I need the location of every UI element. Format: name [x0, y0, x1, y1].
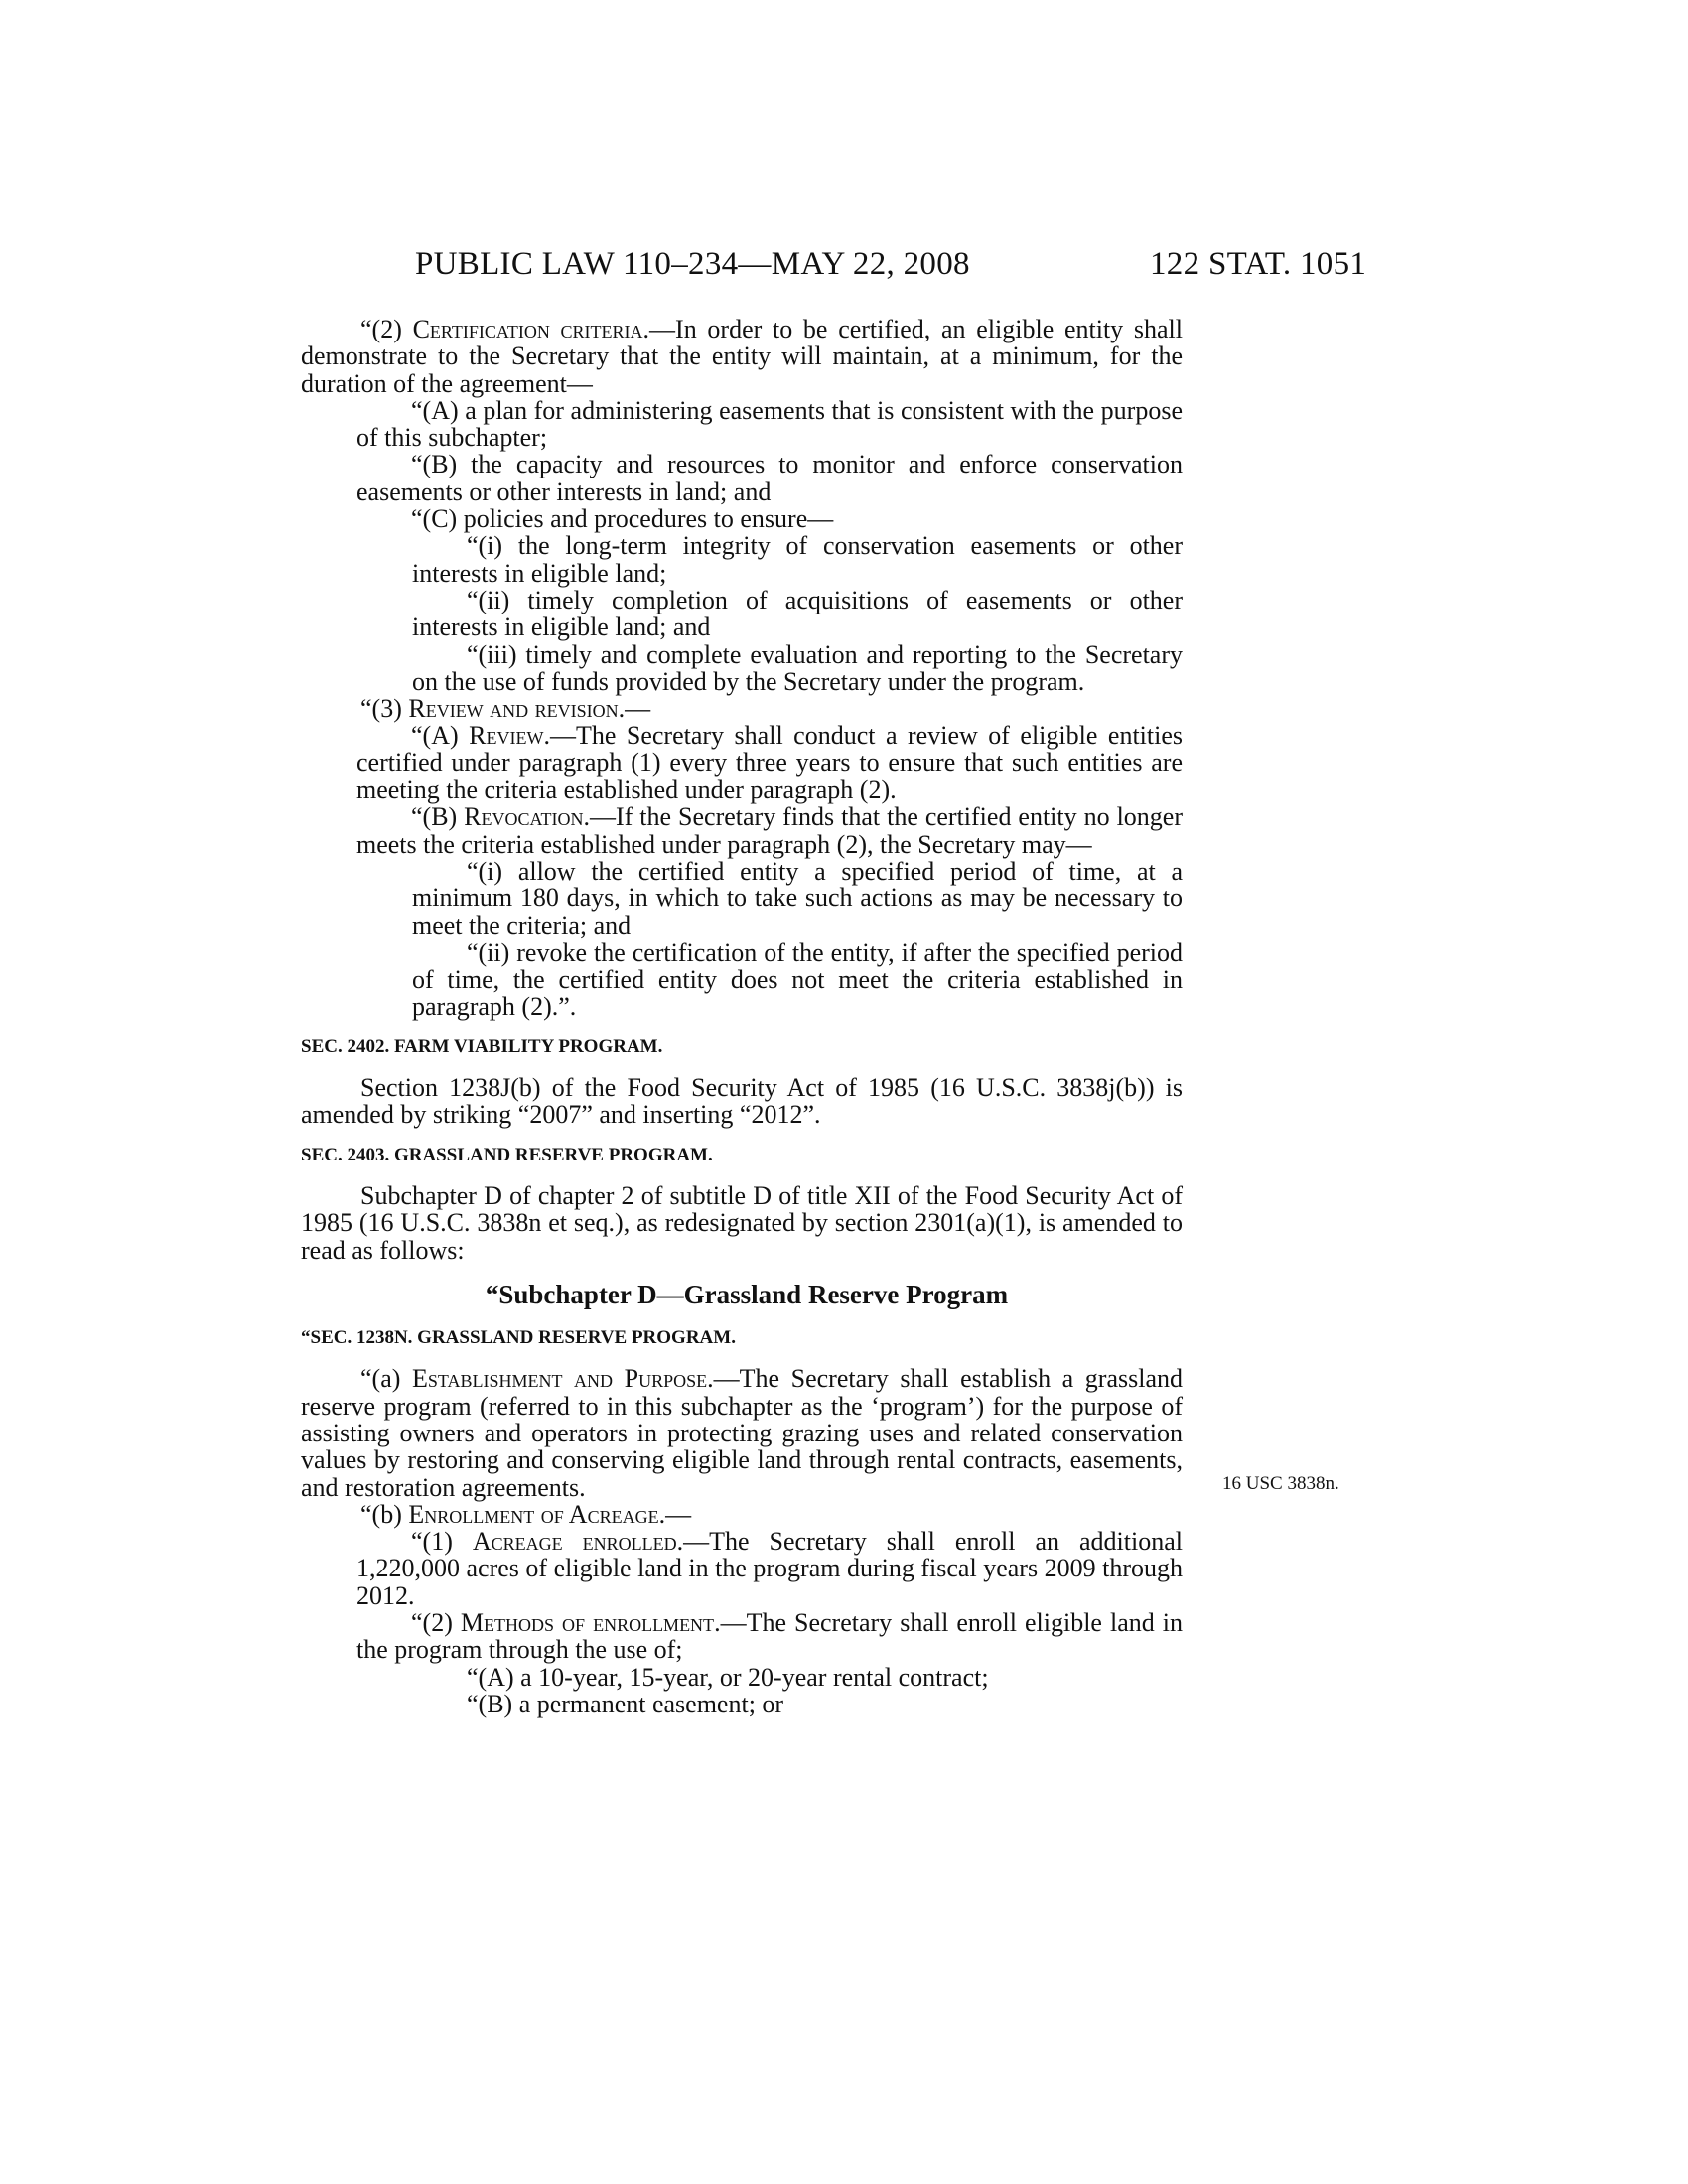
paragraph-heading: Review and revision: [408, 694, 619, 724]
paragraph-text: .—In order to be certified, an eligible entity shall demonstrate to the Secretary that the entity will maintain, at a minimum, for the duration of the agreement—: [301, 315, 1184, 398]
paragraph-heading: Establishment and Purpose: [412, 1364, 708, 1394]
paragraph-certification-criteria: [301, 316, 1183, 397]
subparagraph-revocation: [301, 803, 1183, 858]
clause-iii: “(iii) timely and complete evaluation and reporting to the Secretary on the use of funds provided by the Secretary under the program.: [412, 639, 1183, 696]
subchapter-heading: “Subchapter D—Grassland Reserve Program: [485, 1279, 1009, 1309]
paragraph-heading: Revocation: [464, 802, 584, 832]
subparagraph-rental-contract: “(A) a 10-year, 15-year, or 20-year rental contract;: [467, 1662, 989, 1692]
subsection-establishment: [301, 1365, 1183, 1500]
paragraph-acreage-enrolled: [301, 1528, 1183, 1609]
paragraph-text: .—: [658, 1499, 692, 1529]
subparagraph-b: “(B) the capacity and resources to monitor and enforce conservation easements or other interests in land; and: [356, 450, 1183, 506]
paragraph-text: .—The Secretary shall enroll eligible land in the program through the use of;: [356, 1608, 1184, 1665]
paragraph-number: “(a): [360, 1364, 412, 1394]
subsection-enrollment: [301, 1501, 1183, 1528]
paragraph-text: .—The Secretary shall conduct a review of eligible entities certified under paragraph (1) every three years to ensure that such entities are meeting the criteria established under paragraph (2).: [356, 721, 1183, 805]
paragraph-number: “(3): [360, 694, 409, 724]
subparagraph-c: “(C) policies and procedures to ensure—: [411, 504, 834, 534]
subparagraph-permanent-easement: “(B) a permanent easement; or: [467, 1689, 784, 1718]
clause-i: “(i) the long-term integrity of conservation easements or other interests in eligible land;: [412, 531, 1183, 588]
paragraph-number: “(1): [411, 1527, 473, 1557]
paragraph-review-and-revision: [301, 695, 1183, 722]
section-heading-2402: SEC. 2402. FARM VIABILITY PROGRAM.: [301, 1035, 663, 1057]
paragraph-heading: Methods of enrollment: [460, 1608, 715, 1638]
margin-citation: 16 USC 3838n.: [1222, 1473, 1339, 1494]
section-heading-2403: SEC. 2403. GRASSLAND RESERVE PROGRAM.: [301, 1144, 713, 1165]
paragraph-number: “(2): [360, 315, 413, 343]
statute-text: [301, 316, 1183, 1717]
clause-ii: “(ii) timely completion of acquisitions of easements or other interests in eligible land; and: [412, 585, 1183, 642]
paragraph-text: .—If the Secretary finds that the certified entity no longer meets the criteria established under paragraph (2), the Secretary may—: [356, 802, 1183, 859]
paragraph-heading: Certification criteria: [412, 315, 643, 343]
paragraph-text: .—The Secretary shall enroll an additional 1,220,000 acres of eligible land in the program during fiscal years 2009 through 2012.: [356, 1527, 1183, 1610]
paragraph-heading: Acreage enrolled: [472, 1527, 677, 1557]
page-citation: 122 STAT. 1051: [1150, 246, 1367, 282]
paragraph-number: “(2): [411, 1608, 461, 1638]
section-2402-text: Section 1238J(b) of the Food Security Act of 1985 (16 U.S.C. 3838j(b)) is amended by striking “2007” and inserting “2012”.: [301, 1073, 1183, 1130]
clause-allow: “(i) allow the certified entity a specified period of time, at a minimum 180 days, in which to take such actions as may be necessary to meet the criteria; and: [412, 856, 1183, 940]
paragraph-text: .—The Secretary shall establish a grassland reserve program (referred to in this subchapter as the ‘program’) for the purpose of assisting owners and operators in protecting grazing uses and related conservation values by restoring and conserving eligible land through rental contracts, easements, and restoration agreements.: [301, 1364, 1183, 1502]
paragraph-number: “(b): [360, 1499, 409, 1529]
paragraph-text: .—: [618, 694, 651, 724]
subparagraph-review: [301, 722, 1183, 803]
paragraph-heading: Enrollment of Acreage: [408, 1499, 659, 1529]
clause-revoke: “(ii) revoke the certification of the entity, if after the specified period of time, the certified entity does not meet the criteria established in paragraph (2).”.: [412, 937, 1183, 1022]
running-header-title: PUBLIC LAW 110–234—MAY 22, 2008: [415, 246, 970, 282]
paragraph-number: “(A): [411, 721, 470, 751]
paragraph-number: “(B): [411, 802, 465, 832]
section-heading-1238n: “SEC. 1238N. GRASSLAND RESERVE PROGRAM.: [301, 1327, 736, 1349]
section-2403-text: Subchapter D of chapter 2 of subtitle D of title XII of the Food Security Act of 1985 (16 U.S.C. 3838n et seq.), as redesignated by section 2301(a)(1), is amended to read as follows:: [301, 1180, 1183, 1265]
paragraph-heading: Review: [469, 721, 544, 751]
subparagraph-a: “(A) a plan for administering easements that is consistent with the purpose of this subchapter;: [356, 395, 1183, 453]
paragraph-methods-of-enrollment: [301, 1609, 1183, 1664]
